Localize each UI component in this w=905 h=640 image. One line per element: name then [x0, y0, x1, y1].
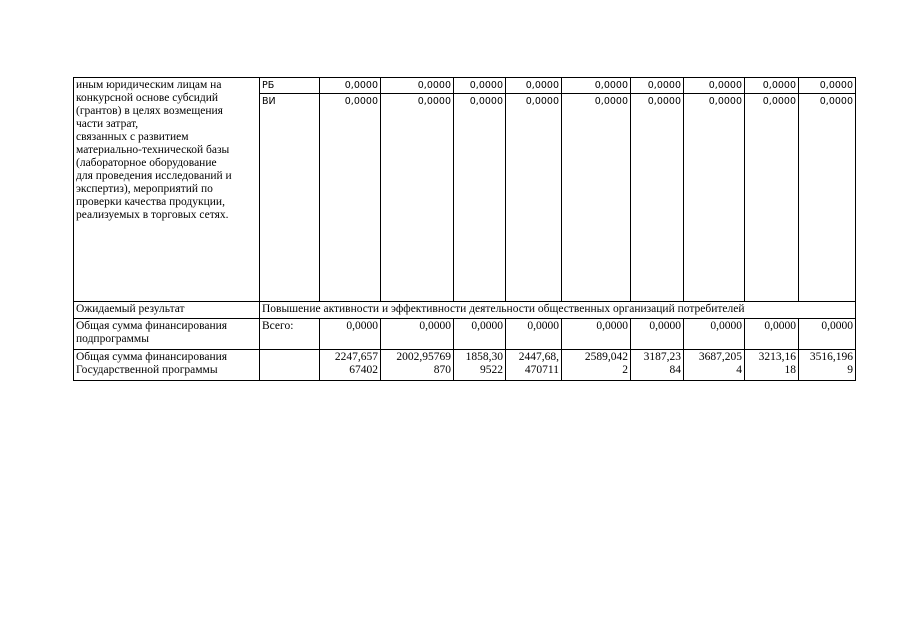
value-cell: 0,0000	[562, 94, 631, 302]
value-cell: 0,0000	[454, 94, 506, 302]
value-cell: 0,0000	[631, 319, 684, 350]
value-cell: 0,0000	[684, 94, 745, 302]
value-cell: 0,0000	[506, 94, 562, 302]
value-cell: 2589,042 2	[562, 350, 631, 381]
value-cell: 0,0000	[320, 78, 381, 94]
value-cell: 0,0000	[506, 319, 562, 350]
value-cell: 0,0000	[684, 78, 745, 94]
value-cell: 0,0000	[562, 78, 631, 94]
subsidy-description: иным юридическим лицам на конкурсной основе субсидий (грантов) в целях возмещения части затрат, связанных с развитием материально-технической базы (лабораторное оборудование для проведения исследований и экспертиз), мероприятий по проверки качества продукции, реализуемых в торговых сетях.	[74, 78, 260, 302]
value-cell: 3213,16 18	[745, 350, 799, 381]
table-row-expected	[74, 302, 856, 319]
source-code-vi: ВИ	[260, 94, 320, 302]
table-row-subprogram-total	[74, 319, 856, 350]
expected-result-text: Повышение активности и эффективности деятельности общественных организаций потребителей	[260, 302, 856, 319]
value-cell: 0,0000	[381, 78, 454, 94]
value-cell: 0,0000	[506, 78, 562, 94]
value-cell: 0,0000	[631, 78, 684, 94]
value-cell: 0,0000	[631, 94, 684, 302]
value-cell: 0,0000	[320, 94, 381, 302]
value-cell: 2002,95769 870	[381, 350, 454, 381]
value-cell: 0,0000	[381, 319, 454, 350]
value-cell: 3516,196 9	[799, 350, 856, 381]
value-cell: 0,0000	[799, 78, 856, 94]
value-cell: 1858,30 9522	[454, 350, 506, 381]
state-total-label: Общая сумма финансирования Государственной программы	[74, 350, 260, 381]
value-cell: 3687,205 4	[684, 350, 745, 381]
value-cell: 3187,23 84	[631, 350, 684, 381]
subprogram-total-code: Всего:	[260, 319, 320, 350]
value-cell: 0,0000	[320, 319, 381, 350]
value-cell: 2247,657 67402	[320, 350, 381, 381]
table-row-state-total	[74, 350, 856, 381]
financing-table	[73, 77, 856, 381]
value-cell: 0,0000	[381, 94, 454, 302]
value-cell: 0,0000	[684, 319, 745, 350]
expected-result-label: Ожидаемый результат	[74, 302, 260, 319]
state-total-code	[260, 350, 320, 381]
value-cell: 0,0000	[454, 319, 506, 350]
value-cell: 0,0000	[745, 94, 799, 302]
table-row-rb	[74, 78, 856, 94]
source-code-rb: РБ	[260, 78, 320, 94]
value-cell: 0,0000	[454, 78, 506, 94]
value-cell: 0,0000	[745, 78, 799, 94]
value-cell: 0,0000	[799, 94, 856, 302]
subprogram-total-label: Общая сумма финансирования подпрограммы	[74, 319, 260, 350]
value-cell: 0,0000	[799, 319, 856, 350]
value-cell: 0,0000	[745, 319, 799, 350]
value-cell: 0,0000	[562, 319, 631, 350]
value-cell: 2447,68, 470711	[506, 350, 562, 381]
